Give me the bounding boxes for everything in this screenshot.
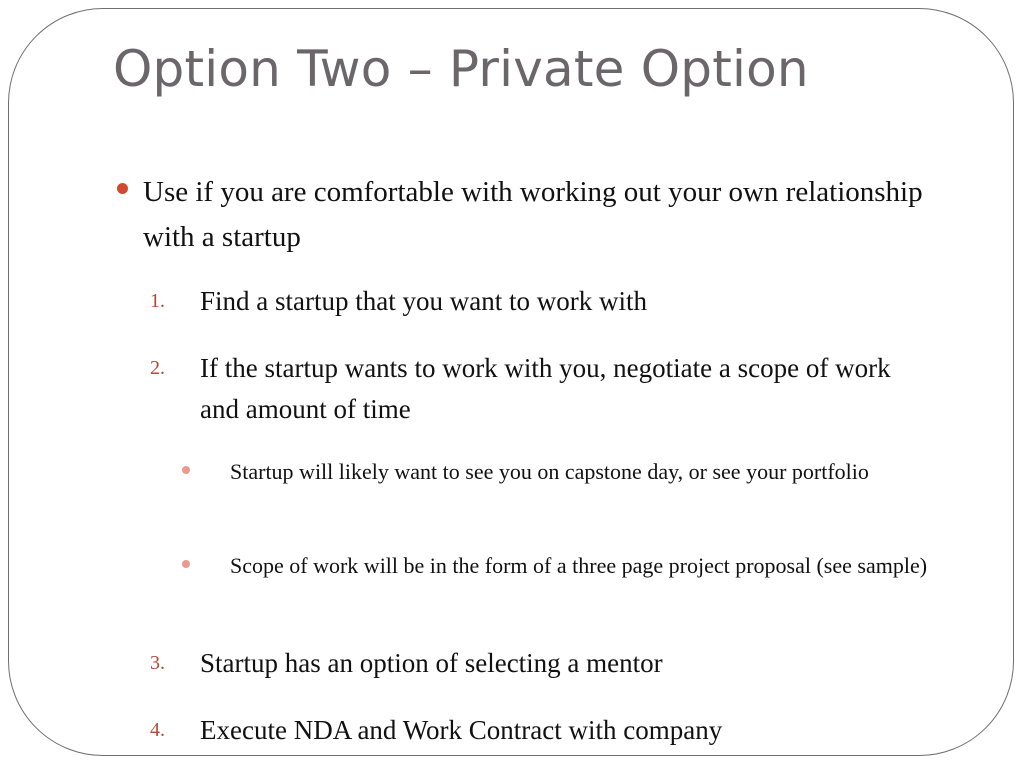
- step-number: 3.: [150, 652, 165, 674]
- step-number: 2.: [150, 357, 165, 379]
- bullet-dot-icon: [117, 183, 128, 194]
- sub-bullet-dot-icon: [182, 466, 190, 474]
- sub-bullet-dot-icon: [182, 560, 190, 568]
- slide-title: Option Two – Private Option: [113, 40, 809, 98]
- step-text: Startup has an option of selecting a mentor: [200, 648, 663, 678]
- step-number: 4.: [150, 719, 165, 741]
- step-text: Find a startup that you want to work with: [200, 286, 647, 316]
- main-bullet-text: Use if you are comfortable with working out your own relationship with a startup: [143, 176, 923, 253]
- step-text: If the startup wants to work with you, negotiate a scope of work and amount of time: [200, 353, 891, 424]
- step-text: Execute NDA and Work Contract with company: [200, 715, 723, 745]
- sub-bullet-text: Scope of work will be in the form of a three page project proposal (see sample): [230, 553, 928, 578]
- step-number: 1.: [150, 290, 165, 312]
- sub-bullet-text: Startup will likely want to see you on capstone day, or see your portfolio: [230, 459, 869, 484]
